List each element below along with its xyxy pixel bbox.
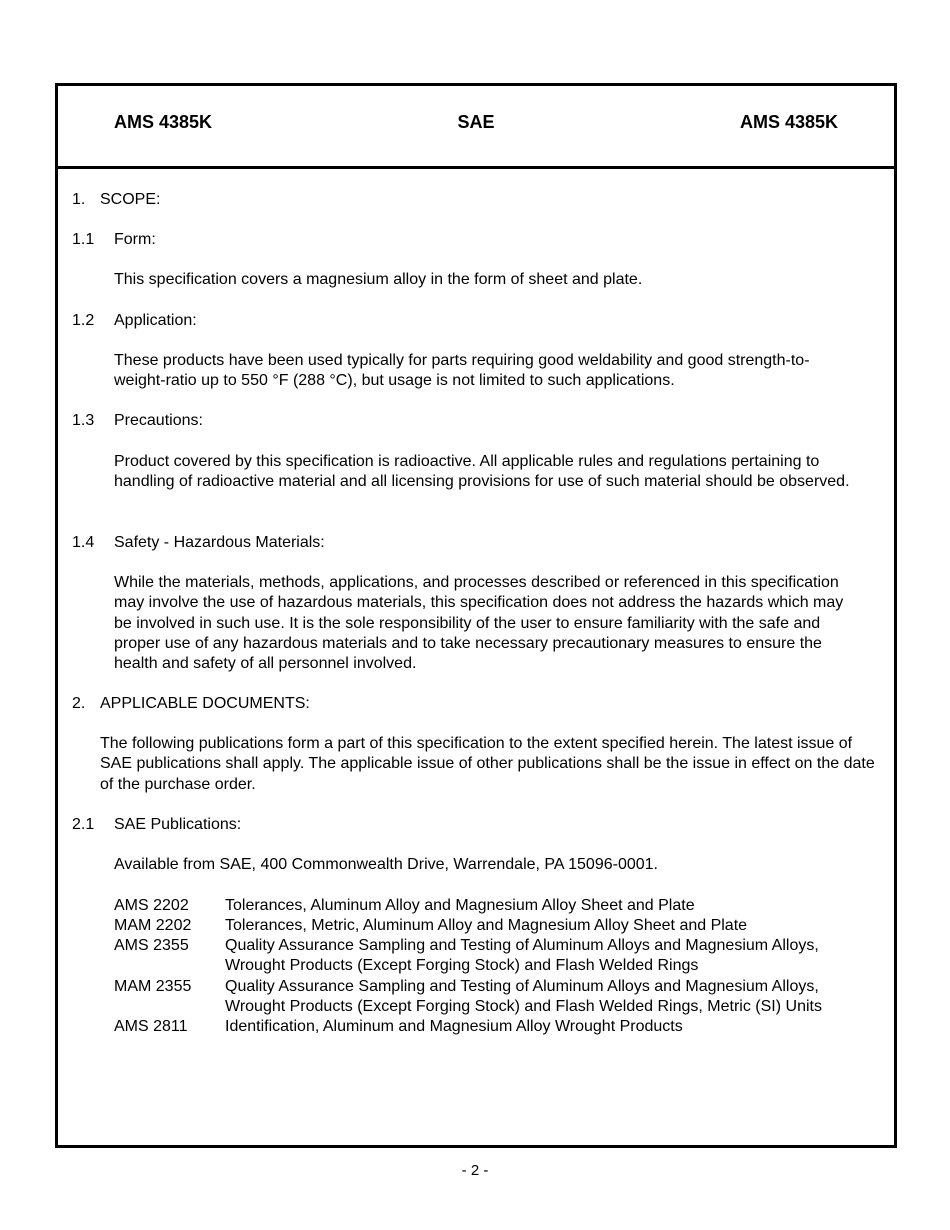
section-number: 1.4	[72, 534, 95, 551]
section-2-1-body: Available from SAE, 400 Commonwealth Drive, Warrendale, PA 15096-0001.	[114, 856, 658, 873]
section-number: 2.	[72, 695, 86, 712]
section-number: 1.2	[72, 312, 95, 329]
section-1-1-body: This specification covers a magnesium alloy in the form of sheet and plate.	[114, 271, 643, 288]
page-number: - 2 -	[461, 1162, 489, 1179]
publication-title: Tolerances, Aluminum Alloy and Magnesium Alloy Sheet and Plate	[225, 897, 695, 914]
section-title: Form:	[114, 231, 156, 248]
section-number: 2.1	[72, 816, 95, 833]
publication-id: AMS 2202	[114, 897, 189, 914]
section-title: SCOPE:	[100, 191, 161, 208]
publication-title: Tolerances, Metric, Aluminum Alloy and Magnesium Alloy Sheet and Plate	[225, 917, 748, 934]
page-frame	[55, 83, 897, 1148]
publication-title-line-2: Wrought Products (Except Forging Stock) and Flash Welded Rings	[225, 957, 699, 974]
section-title: APPLICABLE DOCUMENTS:	[100, 695, 310, 712]
header-spec-id-left: AMS 4385K	[114, 112, 213, 132]
section-number: 1.3	[72, 412, 95, 429]
section-1-2-body: These products have been used typically for parts requiring good weldability and good strength-to-weight-ratio up to 550 °F (288 °C), but usage is not limited to such applications.	[114, 352, 810, 390]
publication-id: AMS 2355	[114, 937, 189, 954]
header-organization: SAE	[457, 112, 495, 132]
section-title: Safety - Hazardous Materials:	[114, 534, 325, 551]
publication-id: MAM 2202	[114, 917, 192, 934]
publication-title: Identification, Aluminum and Magnesium Alloy Wrought Products	[225, 1018, 683, 1035]
header-spec-id-right: AMS 4385K	[740, 112, 839, 132]
publication-id: AMS 2811	[114, 1018, 188, 1035]
section-2-body: The following publications form a part of this specification to the extent specified herein. The latest issue of SAE publications shall apply. The applicable issue of other publications shall be the issue in effect on the date of the purchase order.	[100, 735, 875, 793]
section-title: Application:	[114, 312, 197, 329]
publication-id: MAM 2355	[114, 978, 192, 995]
section-title: SAE Publications:	[114, 816, 242, 833]
section-1-4-body: While the materials, methods, applications, and processes described or referenced in this specification may involve the use of hazardous materials, this specification does not address the hazards which may be involved in such use. It is the sole responsibility of the user to ensure familiarity with the safe and proper use of any hazardous materials and to take necessary precautionary measures to ensure the health and safety of all personnel involved.	[114, 574, 844, 673]
section-number: 1.	[72, 191, 86, 208]
document-header	[58, 86, 894, 169]
publication-title-line-1: Quality Assurance Sampling and Testing of Aluminum Alloys and Magnesium Alloys,	[225, 978, 819, 995]
publication-title-line-1: Quality Assurance Sampling and Testing of Aluminum Alloys and Magnesium Alloys,	[225, 937, 819, 954]
section-number: 1.1	[72, 231, 95, 248]
section-title: Precautions:	[114, 412, 203, 429]
publication-title-line-2: Wrought Products (Except Forging Stock) and Flash Welded Rings, Metric (SI) Units	[225, 998, 822, 1015]
section-1-3-body: Product covered by this specification is radioactive. All applicable rules and regulations pertaining to handling of radioactive material and all licensing provisions for use of such material should be observed.	[114, 453, 850, 491]
